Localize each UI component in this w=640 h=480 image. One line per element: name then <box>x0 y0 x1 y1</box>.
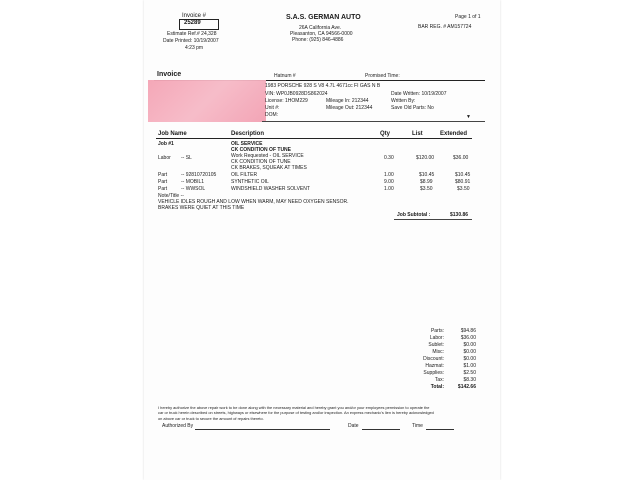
job-subtitle: CK CONDITION OF TUNE <box>231 147 291 153</box>
row-extended: $80.91 <box>455 179 471 185</box>
row-code: -- MOBIL1 <box>181 179 205 185</box>
total-label: Discount: <box>423 356 444 362</box>
total-label: Labor: <box>429 335 444 341</box>
promised-time-label: Promised Time: <box>365 73 400 79</box>
invoice-number: 25289 <box>184 20 201 26</box>
grand-total-value: $142.66 <box>457 384 476 390</box>
col-list: List <box>412 131 423 137</box>
note-label: Note/Title -- <box>158 193 184 199</box>
total-label: Sublet: <box>428 342 444 348</box>
page-number: Page 1 of 1 <box>455 14 481 20</box>
shop-phone: Phone: (925) 846-4886 <box>292 37 344 43</box>
total-value: $8.30 <box>463 377 476 383</box>
row-type: Part <box>158 186 168 192</box>
total-value: $1.00 <box>463 363 476 369</box>
row-list: $10.45 <box>419 172 435 178</box>
authorized-by-line <box>195 429 330 430</box>
row-type: Part <box>158 172 168 178</box>
time-label: Time <box>412 423 423 429</box>
shop-address-line2: Pleasanton, CA 94566-0000 <box>290 31 353 37</box>
row-extended: $3.50 <box>457 186 470 192</box>
time-printed: 4:23 pm <box>185 45 204 51</box>
row-desc: WINDSHIELD WASHER SOLVENT <box>231 186 310 192</box>
mileage-out: Mileage Out: 212344 <box>326 105 373 111</box>
dom-field: DOM: <box>265 112 279 118</box>
total-value: $36.00 <box>460 335 476 341</box>
total-value: $0.00 <box>463 349 476 355</box>
row-extended: $36.00 <box>453 155 469 161</box>
row-list: $120.00 <box>416 155 435 161</box>
vehicle-rule <box>262 121 485 122</box>
col-qty: Qty <box>380 131 391 137</box>
total-value: $0.00 <box>463 342 476 348</box>
date-printed: Date Printed: 10/19/2007 <box>163 38 219 44</box>
job-subtotal-label: Job Subtotal : <box>397 212 431 218</box>
total-label: Misc: <box>432 349 444 355</box>
shop-address-line1: 26A California Ave. <box>299 25 342 31</box>
time-line <box>426 429 454 430</box>
unit-number: Unit #: <box>265 105 280 111</box>
col-job-name: Job Name <box>158 131 187 137</box>
subtotal-rule <box>394 219 472 220</box>
hatnum-label: Hatnum # <box>274 73 296 79</box>
date-written: Date Written: 10/19/2007 <box>391 91 447 97</box>
invoice-number-label: Invoice # <box>182 13 207 19</box>
vehicle-vin: VIN: WP0JB0928DS862024 <box>265 91 328 97</box>
grand-total-label: Total: <box>430 384 444 390</box>
vehicle-description: 1983 PORSCHE 928 S V8 4.7L 4671cc FI GAS N B <box>265 83 381 89</box>
total-value: $2.50 <box>463 370 476 376</box>
col-extended: Extended <box>440 131 468 137</box>
shop-name: S.A.S. GERMAN AUTO <box>286 14 361 21</box>
authorization-line: on above car or truck to secure the amount of repairs thereto. <box>158 415 264 421</box>
bar-registration: BAR REG. # AM157724 <box>418 24 472 30</box>
authorization-line: car or truck herein described on streets, highways or elsewhere for the purpose of testing and/or inspection. An express mechanic's lien is hereby acknowledged <box>158 410 434 416</box>
row-desc: SYNTHETIC OIL <box>231 179 269 185</box>
job-subtotal-value: $130.86 <box>450 212 469 218</box>
estimate-ref: Estimate Ref.# 24,328 <box>167 31 217 37</box>
save-old-parts: Save Old Parts: No <box>391 105 434 111</box>
job-label: Job #1 <box>158 141 174 147</box>
note-line: VEHICLE IDLES ROUGH AND LOW WHEN WARM, MAY NEED OXYGEN SENSOR. <box>158 199 349 205</box>
row-code: -- SL <box>181 155 192 161</box>
total-value: $94.86 <box>460 328 476 334</box>
authorization-text <box>158 405 434 421</box>
date-label: Date <box>348 423 359 429</box>
total-value: $0.00 <box>463 356 476 362</box>
row-qty: 0.30 <box>384 155 394 161</box>
vehicle-license: License: 1HOM229 <box>265 98 308 104</box>
row-qty: 1.00 <box>384 172 394 178</box>
job-title: OIL SERVICE <box>231 141 263 147</box>
written-by: Written By: <box>391 98 416 104</box>
row-desc: CK CONDITION OF TUNE <box>231 159 291 165</box>
row-type: Labor <box>158 155 171 161</box>
row-desc: OIL FILTER <box>231 172 258 178</box>
triangle-down-icon: ▼ <box>466 114 471 120</box>
total-label: Parts: <box>430 328 444 334</box>
row-desc: Work Requested - OIL SERVICE <box>231 153 304 159</box>
row-desc: CK BRAKES, SQUEAK AT TIMES <box>231 165 307 171</box>
row-code: -- WWSOL <box>181 186 206 192</box>
total-label: Hazmat: <box>425 363 444 369</box>
row-qty: 1.00 <box>384 186 394 192</box>
total-label: Tax: <box>434 377 444 383</box>
total-label: Supplies: <box>423 370 444 376</box>
row-list: $8.99 <box>420 179 433 185</box>
row-type: Part <box>158 179 168 185</box>
table-header-rule <box>156 138 472 139</box>
date-line <box>362 429 400 430</box>
row-code: -- 92810720105 <box>181 172 217 178</box>
row-extended: $10.45 <box>455 172 471 178</box>
mileage-in: Mileage In: 212344 <box>326 98 369 104</box>
authorization-line: I hereby authorize the above repair work to be done along with the necessary material and hereby grant you and/or your employees permission to operate the <box>158 405 430 410</box>
col-description: Description <box>231 131 265 137</box>
row-list: $3.50 <box>420 186 433 192</box>
redacted-customer-info <box>148 80 266 122</box>
invoice-title: Invoice <box>157 71 182 78</box>
row-qty: 9.00 <box>384 179 394 185</box>
authorized-by-label: Authorized By <box>162 423 194 429</box>
note-line: BRAKES WERE QUIET AT THIS TIME <box>158 205 245 211</box>
